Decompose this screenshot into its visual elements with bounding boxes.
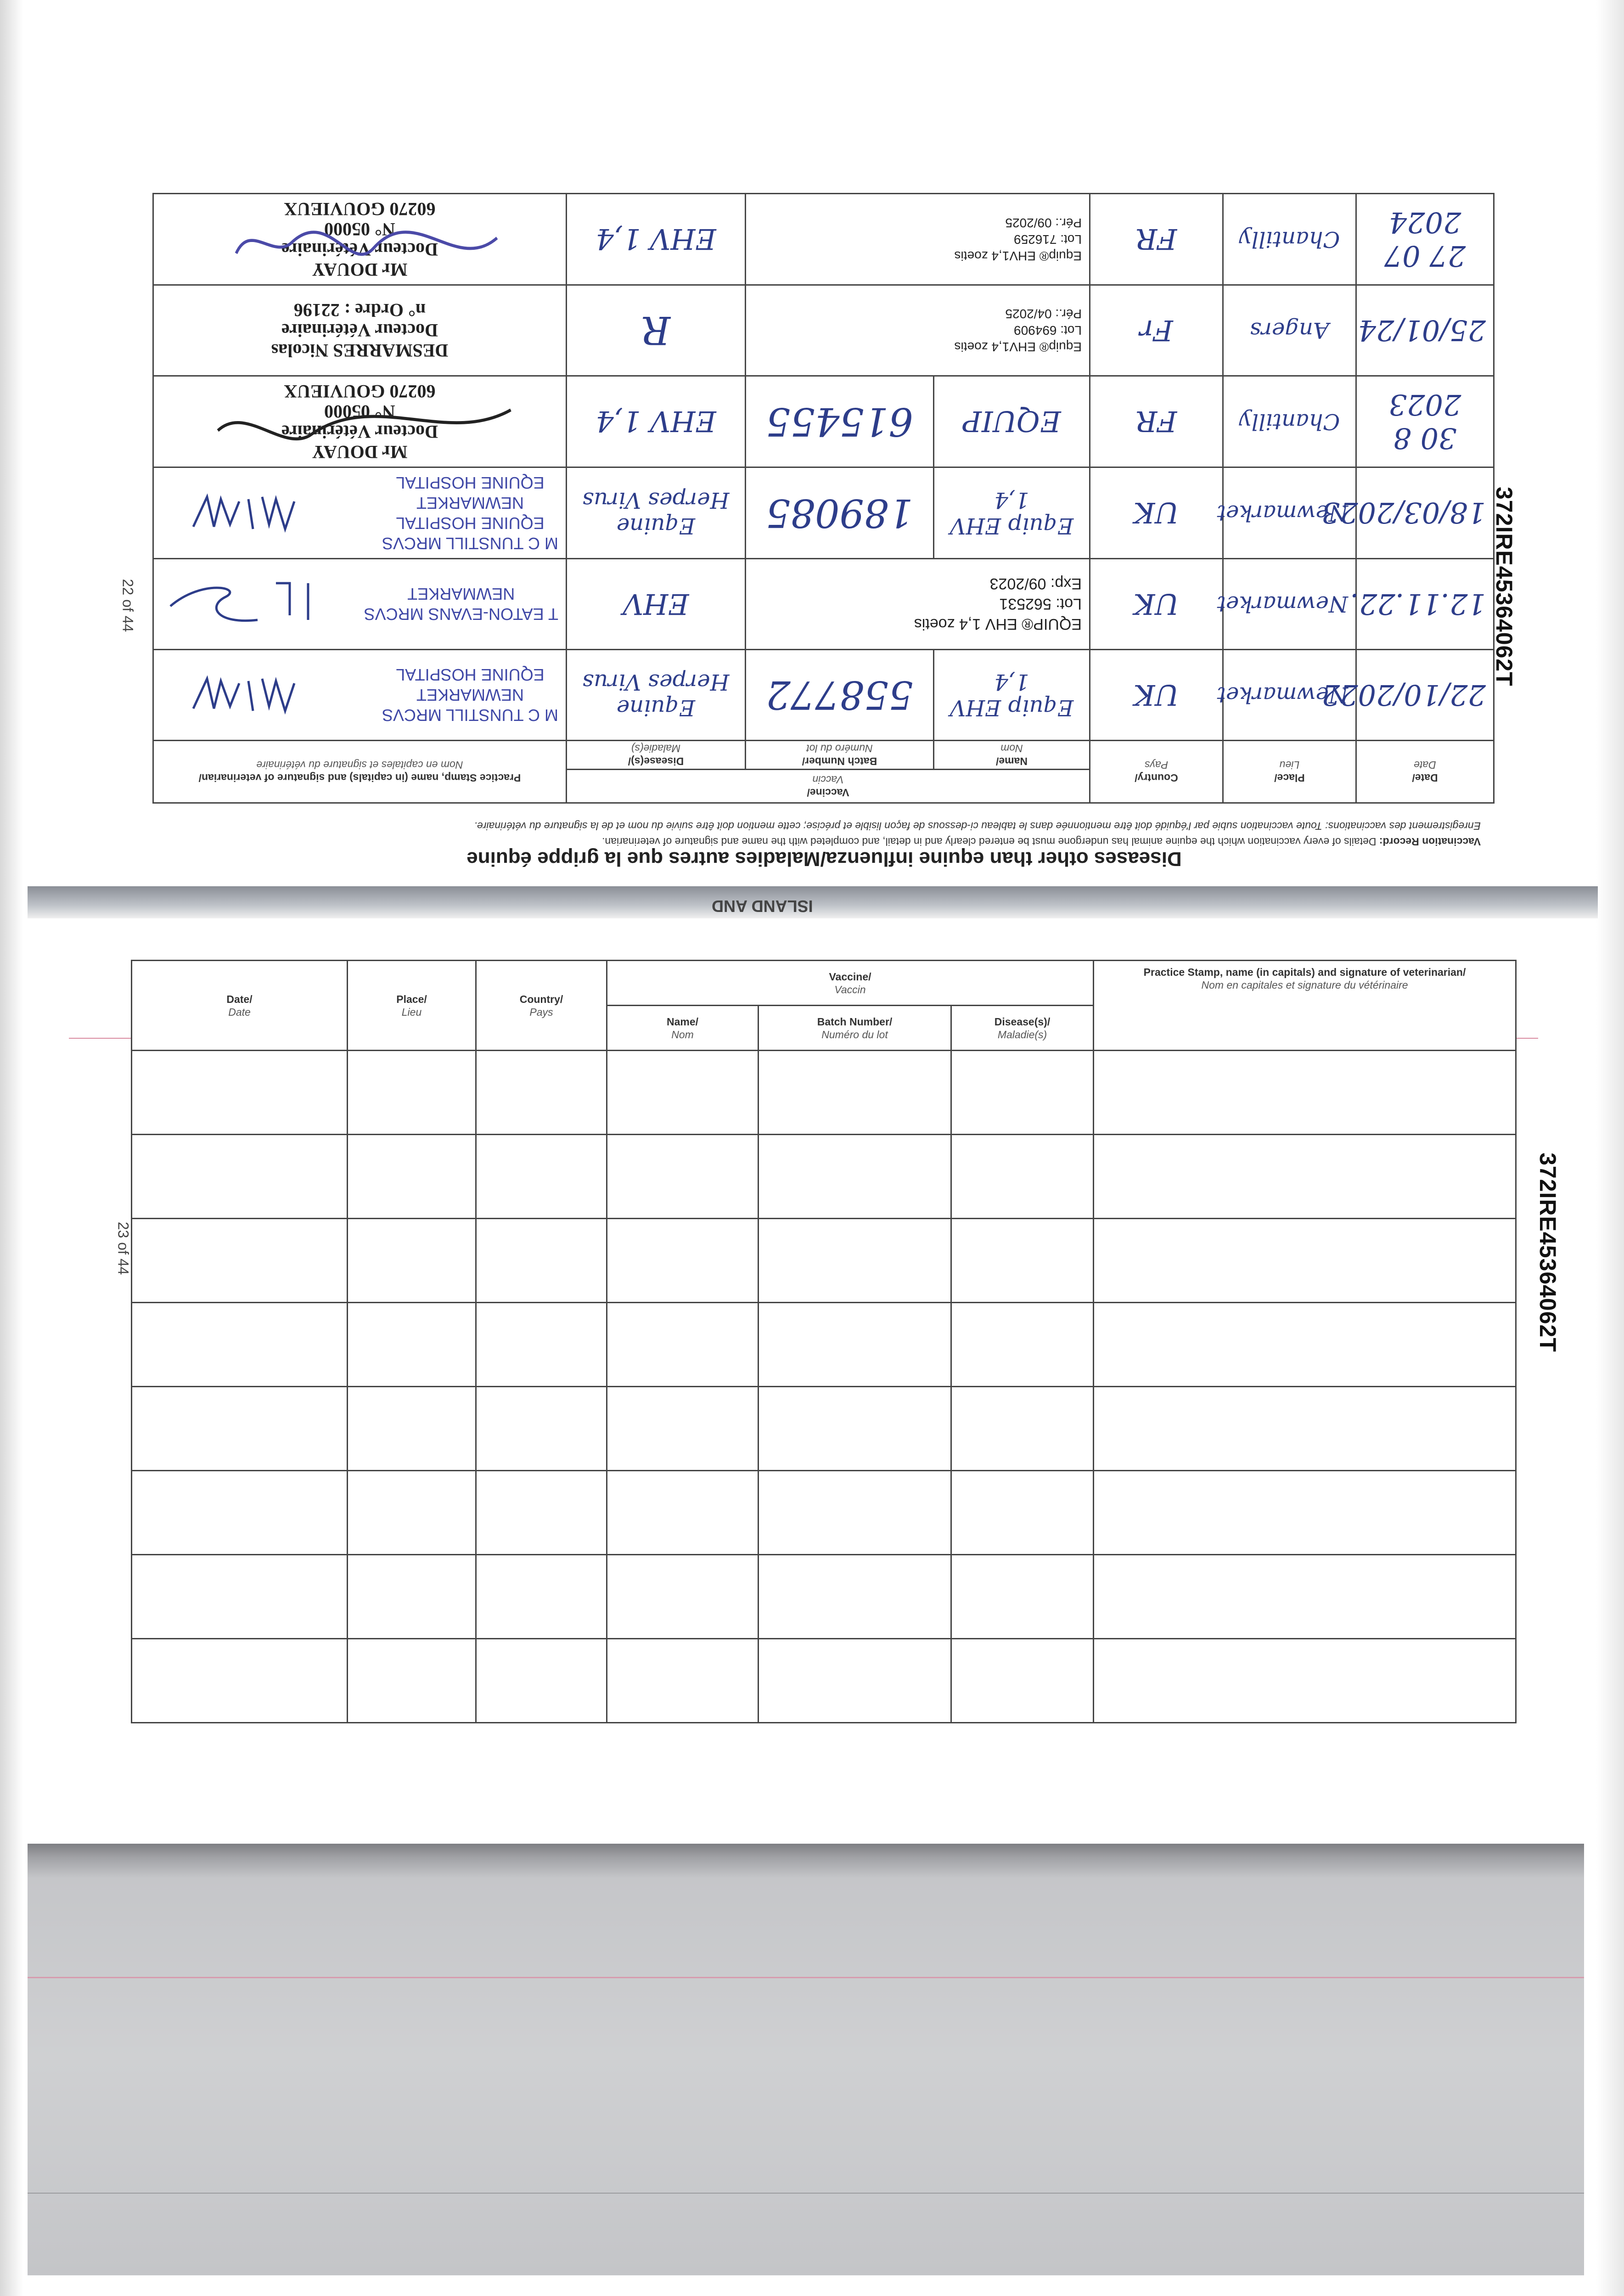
table-row — [132, 1219, 1516, 1303]
cell-stamp — [153, 559, 566, 650]
cell-batch: 189085 — [746, 467, 934, 559]
header-country: Country/ Pays — [476, 961, 607, 1051]
cell-place[interactable] — [348, 1219, 476, 1303]
cell-date: 12.11.22. — [1356, 559, 1494, 650]
table-row — [153, 376, 1494, 467]
cell-place[interactable] — [348, 1303, 476, 1387]
header-date: Date/ Date — [132, 961, 348, 1051]
cell-name[interactable] — [607, 1303, 759, 1387]
vaccine-sticker: Equip® EHV1,4 zoetis Lot: 694909 Pér.: 04/2025 — [954, 307, 1082, 355]
scan-line — [28, 2193, 1584, 2194]
vet-stamp: Mr DOUAY Docteur Vétérinaire N° 05000 60270 GOUVIEUX — [281, 199, 438, 280]
cell-batch: 558772 — [746, 650, 934, 741]
cell-batch[interactable] — [759, 1639, 951, 1723]
table-row — [153, 650, 1494, 741]
cell-date[interactable] — [132, 1639, 348, 1723]
cell-name[interactable] — [607, 1555, 759, 1639]
page-number-upper: 22 of 44 — [119, 579, 136, 632]
fold-text: ISLAND AND — [712, 897, 813, 916]
cell-name[interactable] — [607, 1471, 759, 1555]
cell-batch[interactable] — [759, 1303, 951, 1387]
vet-signature — [161, 483, 299, 543]
table-row — [153, 559, 1494, 650]
header-place: Place/ Lieu — [1223, 741, 1356, 803]
cell-date[interactable] — [132, 1387, 348, 1471]
document-id-upper: 372IRE45364062T — [1491, 487, 1517, 687]
vaccination-table-upper — [152, 193, 1495, 804]
cell-place[interactable] — [348, 1051, 476, 1135]
cell-stamp[interactable] — [1094, 1387, 1516, 1471]
cell-date: 27 07 2024 — [1356, 194, 1494, 285]
table-row — [132, 1471, 1516, 1555]
header-name: Name/ Nom — [607, 1006, 759, 1051]
cell-country: Fr — [1090, 285, 1223, 376]
cell-stamp — [153, 376, 566, 467]
cell-name: Equip EHV 1,4 — [934, 467, 1090, 559]
cell-disease[interactable] — [951, 1387, 1094, 1471]
cell-date[interactable] — [132, 1303, 348, 1387]
cell-batch[interactable] — [759, 1471, 951, 1555]
table-row — [153, 467, 1494, 559]
cell-stamp[interactable] — [1094, 1051, 1516, 1135]
intro-fr: Enregistrement des vaccinations: Toute vaccination subie par l'équidé doit être mentionnée dans le tableau ci-dessous de façon lisible et précise; cette mention doit être suivie du nom et de la signature du vétérinaire. — [474, 820, 1481, 832]
intro-text — [158, 818, 1481, 850]
cell-place[interactable] — [348, 1639, 476, 1723]
cell-disease: Equine Herpes Virus — [566, 650, 745, 741]
cell-stamp[interactable] — [1094, 1639, 1516, 1723]
table-row — [153, 194, 1494, 285]
cell-place[interactable] — [348, 1471, 476, 1555]
cell-batch[interactable] — [759, 1555, 951, 1639]
cell-disease[interactable] — [951, 1303, 1094, 1387]
cell-country[interactable] — [476, 1219, 607, 1303]
vet-stamp: M C TUNSTILL MRCVS NEWMARKET EQUINE HOSPITAL — [382, 665, 558, 725]
vet-signature — [161, 665, 299, 725]
header-place: Place/ Lieu — [348, 961, 476, 1051]
intro-label: Vaccination Record: — [1379, 836, 1481, 848]
vet-signature — [161, 574, 317, 634]
cell-stamp — [153, 650, 566, 741]
cell-disease: Equine Herpes Virus — [566, 467, 745, 559]
cell-place[interactable] — [348, 1135, 476, 1219]
table-row — [132, 1555, 1516, 1639]
table-row — [132, 1051, 1516, 1135]
header-vaccine: Vaccine/ Vaccin — [607, 961, 1094, 1006]
cell-disease[interactable] — [951, 1555, 1094, 1639]
cell-vaccine-label — [746, 559, 1090, 650]
cell-vaccine-label — [746, 194, 1090, 285]
cell-country[interactable] — [476, 1555, 607, 1639]
scan-shadow-right — [1596, 0, 1624, 2296]
cell-stamp[interactable] — [1094, 1219, 1516, 1303]
cell-name[interactable] — [607, 1135, 759, 1219]
cell-batch: 615455 — [746, 376, 934, 467]
cell-vaccine-label — [746, 285, 1090, 376]
cell-stamp[interactable] — [1094, 1555, 1516, 1639]
cell-disease[interactable] — [951, 1219, 1094, 1303]
cell-disease: EHV — [566, 559, 745, 650]
cell-stamp[interactable] — [1094, 1135, 1516, 1219]
cell-country[interactable] — [476, 1303, 607, 1387]
cell-date[interactable] — [132, 1219, 348, 1303]
table-row — [153, 285, 1494, 376]
cell-place[interactable] — [348, 1387, 476, 1471]
cell-place: Newmarket — [1223, 559, 1356, 650]
scan-line — [28, 1977, 1584, 1978]
cell-batch[interactable] — [759, 1387, 951, 1471]
cell-place[interactable] — [348, 1555, 476, 1639]
cell-country[interactable] — [476, 1135, 607, 1219]
cell-date[interactable] — [132, 1555, 348, 1639]
document-id-lower: 372IRE45364062T — [1535, 1153, 1561, 1352]
cell-country[interactable] — [476, 1387, 607, 1471]
vet-stamp: DESMARRES Nicolas Docteur Vétérinaire n° Ordre : 22196 — [271, 300, 449, 361]
cell-country: FR — [1090, 376, 1223, 467]
cell-country: UK — [1090, 559, 1223, 650]
header-disease: Disease(s)/ Maladie(s) — [566, 741, 745, 770]
page-number-lower: 23 of 44 — [115, 1221, 132, 1275]
grey-backing-sheet — [28, 1844, 1584, 2275]
cell-name[interactable] — [607, 1387, 759, 1471]
cell-place: Chantilly — [1223, 194, 1356, 285]
cell-country[interactable] — [476, 1471, 607, 1555]
table-row — [132, 1135, 1516, 1219]
scan-shadow-left — [0, 0, 23, 2296]
table-row — [132, 1639, 1516, 1723]
cell-stamp — [153, 285, 566, 376]
cell-name[interactable] — [607, 1219, 759, 1303]
table-row — [132, 1387, 1516, 1471]
cell-name: EQUIP — [934, 376, 1090, 467]
cell-disease[interactable] — [951, 1135, 1094, 1219]
cell-disease: EHV 1,4 — [566, 194, 745, 285]
cell-date: 22/10/2022 — [1356, 650, 1494, 741]
header-disease: Disease(s)/ Maladie(s) — [951, 1006, 1094, 1051]
cell-disease: R — [566, 285, 745, 376]
cell-date: 25/01/24 — [1356, 285, 1494, 376]
cell-disease: EHV 1,4 — [566, 376, 745, 467]
cell-country[interactable] — [476, 1051, 607, 1135]
header-batch: Batch Number/ Numéro du lot — [746, 741, 934, 770]
cell-stamp[interactable] — [1094, 1471, 1516, 1555]
cell-place: Angers — [1223, 285, 1356, 376]
cell-stamp — [153, 467, 566, 559]
vaccine-sticker: Equip® EHV1,4 zoetis Lot: 716259 Pér.: 09/2025 — [954, 216, 1082, 263]
cell-batch[interactable] — [759, 1135, 951, 1219]
header-stamp: Practice Stamp, name (in capitals) and signature of veterinarian/ Nom en capitales et signature du vétérinaire — [153, 741, 566, 803]
cell-country: FR — [1090, 194, 1223, 285]
upper-page — [154, 124, 1495, 870]
cell-country: UK — [1090, 467, 1223, 559]
cell-stamp[interactable] — [1094, 1303, 1516, 1387]
cell-disease[interactable] — [951, 1051, 1094, 1135]
cell-date[interactable] — [132, 1051, 348, 1135]
cell-date: 18/03/2023 — [1356, 467, 1494, 559]
cell-disease[interactable] — [951, 1639, 1094, 1723]
header-stamp: Practice Stamp, name (in capitals) and signature of veterinarian/ Nom en capitales et signature du vétérinaire — [1094, 961, 1516, 1051]
table-row — [132, 1303, 1516, 1387]
cell-name: Equip EHV 1,4 — [934, 650, 1090, 741]
vet-stamp: M C TUNSTILL MRCVS EQUINE HOSPITAL NEWMARKET EQUINE HOSPITAL — [382, 473, 558, 553]
cell-batch[interactable] — [759, 1051, 951, 1135]
vaccination-table-lower — [131, 960, 1517, 1723]
cell-date[interactable] — [132, 1471, 348, 1555]
cell-country[interactable] — [476, 1639, 607, 1723]
header-name: Name/ Nom — [934, 741, 1090, 770]
header-vaccine: Vaccine/ Vaccin — [566, 770, 1090, 803]
vet-stamp: T EATON-EVANS MRCVS NEWMARKET — [364, 585, 558, 624]
cell-date[interactable] — [132, 1135, 348, 1219]
cell-date: 30 8 2023 — [1356, 376, 1494, 467]
vet-stamp: Mr DOUAY Docteur Vétérinaire N° 05000 60270 GOUVIEUX — [281, 381, 438, 462]
cell-disease[interactable] — [951, 1471, 1094, 1555]
header-batch: Batch Number/ Numéro du lot — [759, 1006, 951, 1051]
intro-en: Details of every vaccination which the equine animal has undergone must be entered clearly and in detail, and completed with the name and signature of veterinarian. — [602, 836, 1377, 848]
section-title: Diseases other than equine influenza/Maladies autres que la grippe équine — [466, 848, 1182, 870]
cell-place: Newmarket — [1223, 650, 1356, 741]
vaccine-sticker: EQUIP® EHV 1,4 zoetis Lot: 562531 Exp: 09/2023 — [914, 575, 1082, 633]
cell-name[interactable] — [607, 1051, 759, 1135]
cell-batch[interactable] — [759, 1219, 951, 1303]
cell-stamp — [153, 194, 566, 285]
cell-place: Newmarket — [1223, 467, 1356, 559]
cell-place: Chantilly — [1223, 376, 1356, 467]
cell-name[interactable] — [607, 1639, 759, 1723]
header-date: Date/ Date — [1356, 741, 1494, 803]
cell-country: UK — [1090, 650, 1223, 741]
header-country: Country/ Pays — [1090, 741, 1223, 803]
